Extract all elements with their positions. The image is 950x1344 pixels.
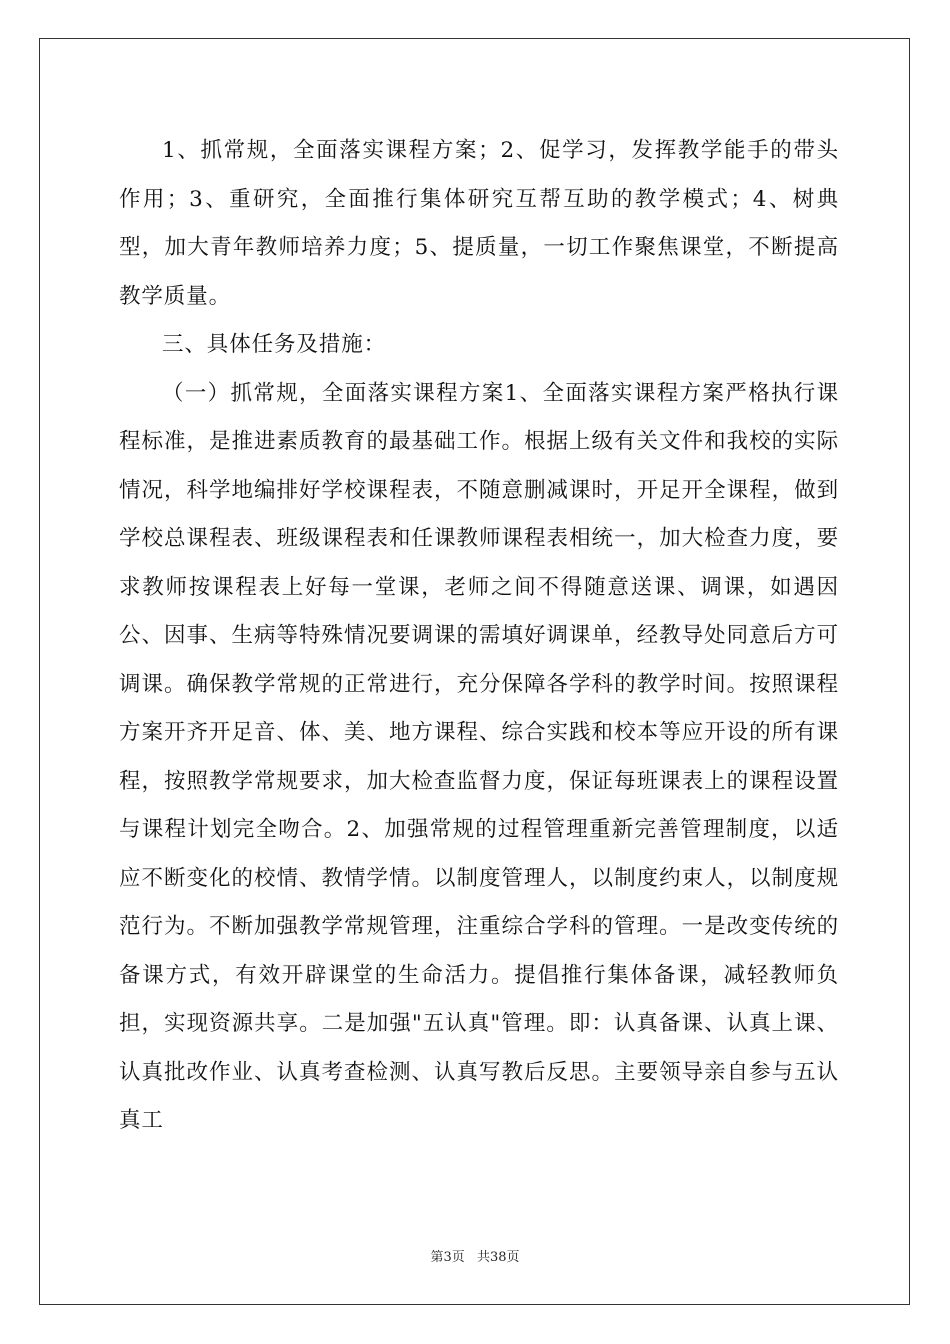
page-number: 第3页: [430, 1250, 465, 1265]
document-body: [119, 127, 839, 1146]
page-footer: [0, 1246, 950, 1265]
paragraph-goals: 1、抓常规，全面落实课程方案；2、促学习，发挥教学能手的带头作用；3、重研究，全面推行集体研究互帮互助的教学模式；4、树典型，加大青年教师培养力度；5、提质量，一切工作聚焦课堂，不断提高教学质量。: [119, 138, 839, 309]
section-heading: 三、具体任务及措施：: [162, 332, 387, 357]
paragraph-measures: （一）抓常规，全面落实课程方案1、全面落实课程方案严格执行课程标准，是推进素质教育的最基础工作。根据上级有关文件和我校的实际情况，科学地编排好学校课程表，不随意删减课时，开足开全课程，做到学校总课程表、班级课程表和任课教师课程表相统一，加大检查力度，要求教师按课程表上好每一堂课，老师之间不得随意送课、调课，如遇因公、因事、生病等特殊情况要调课的需填好调课单，经教导处同意后方可调课。确保教学常规的正常进行，充分保障各学科的教学时间。按照课程方案开齐开足音、体、美、地方课程、综合实践和校本等应开设的所有课程，按照教学常规要求，加大检查监督力度，保证每班课表上的课程设置与课程计划完全吻合。2、加强常规的过程管理重新完善管理制度，以适应不断变化的校情、教情学情。以制度管理人，以制度约束人，以制度规范行为。不断加强教学常规管理，注重综合学科的管理。一是改变传统的备课方式，有效开辟课堂的生命活力。提倡推行集体备课，减轻教师负担，实现资源共享。二是加强"五认真"管理。即：认真备课、认真上课、认真批改作业、认真考查检测、认真写教后反思。主要领导亲自参与五认真工: [119, 380, 839, 1133]
page-total: 共38页: [476, 1250, 520, 1265]
